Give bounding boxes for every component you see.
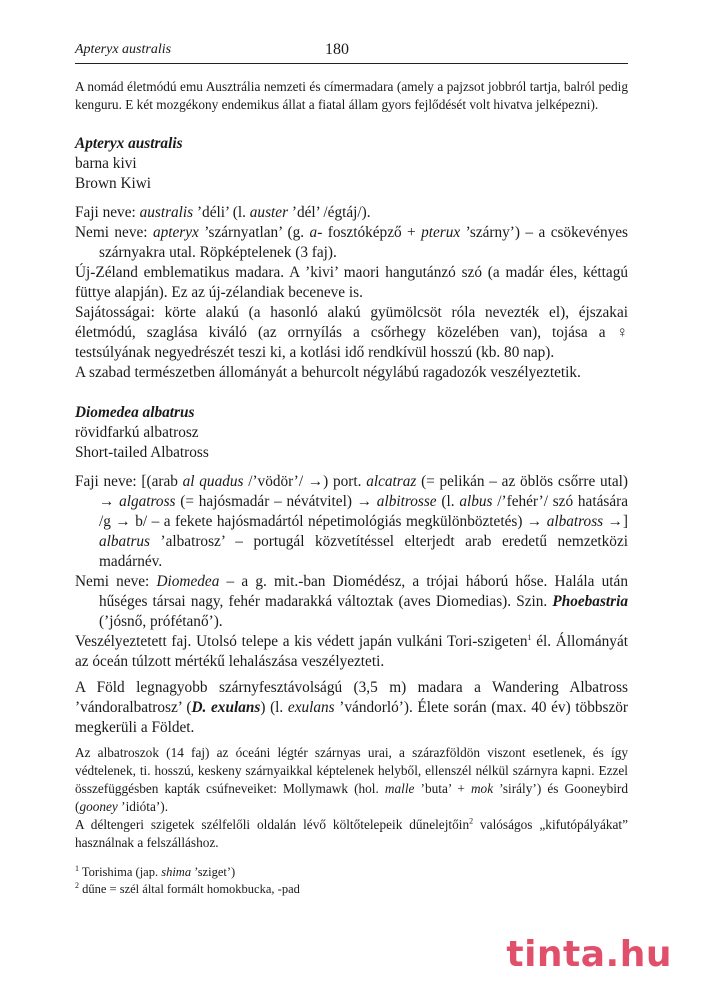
wandering-albatross-paragraph: A Föld legnagyobb szárnyfesztávolságú (3,5 m) madara a Wandering Albatross ’vándoralbatrosz’ (D. exulans) (l. exulans ’vándorló’). Élete során (max. 40 év) többször megkerüli a Földet. [75, 679, 628, 736]
footnote-2: $^2$ dűne = szél által formált homokbucka, -pad [75, 880, 300, 896]
running-header [75, 40, 628, 64]
hungarian-name: barna kivi [75, 155, 137, 172]
threat-paragraph: A szabad természetben állományát a behurcolt négylábú ragadozók veszélyeztetik. [75, 364, 581, 381]
hungarian-name: rövidfarkú albatrosz [75, 424, 199, 441]
intro-paragraph: A nomád életmódú emu Ausztrália nemzeti és címermadara (amely a pajzsot jobbról tartja, balról pedig kenguru. E két mozgékony endemikus állat a fiatal állam gyors fejlődését volt hivatva jelképezni). [75, 79, 628, 112]
entry-title: Diomedea albatrus [75, 404, 195, 421]
page-body [75, 78, 628, 898]
breeding-colony-note: A déltengeri szigetek szélfelőli oldalán lévő költőtelepeik dűnelejtőin$^2$ valóságos „kifutópályákat” használnak a felszálláshoz. [75, 816, 628, 850]
species-name-etymology: Faji neve: australis ’déli’ (l. auster ’dél’ /égtáj/). [75, 204, 371, 221]
threat-paragraph: Veszélyeztetett faj. Utolsó telepe a kis védett japán vulkáni Tori-szigeten$^1$ él. Állományát az óceán túlzott mértékű lehalászása veszélyezteti. [75, 632, 628, 670]
characteristics-paragraph: Sajátosságai: körte alakú (a hasonló alakú gyümölcsöt róla nevezték el), éjszakai életmódú, szaglása kiváló (az orrnyílás a csőrhegy közelében van), tojása a ♀ testsúlyának negyedrészét teszi ki, a kotlási idő rendkívül hosszú (kb. 80 nap). [75, 304, 628, 361]
watermark-logo: tinta.hu [506, 934, 672, 975]
footnote-1: $^1$ Torishima (jap. shima ’sziget’) [75, 863, 236, 879]
genus-name-etymology: Nemi neve: Diomedea – a g. mit.-ban Diomédész, a trójai háború hőse. Halála után hűséges társai nagy, fehér madarakká változtak (aves Diomedias). Szin. Phoebastria (’jósnő, prófétanő’). [75, 573, 628, 630]
genus-name-etymology: Nemi neve: apteryx ’szárnyatlan’ (g. a- fosztóképző + pterux ’szárny’) – a csökevényes szárnyakra utal. Röpképtelenek (3 faj). [75, 224, 629, 261]
header-title: Apteryx australis [75, 42, 172, 57]
entry-title: Apteryx australis [75, 135, 183, 152]
new-zealand-note: Új-Zéland emblematikus madara. A ’kivi’ maori hangutánzó szó (a madár éles, kéttagú füttye alapján). Ez az új-zélandiak beceneve is. [75, 264, 628, 301]
english-name: Brown Kiwi [75, 175, 152, 192]
page-number: 180 [325, 41, 349, 58]
header-rule [75, 63, 628, 64]
species-name-etymology: Faji neve: [(arab al quadus /’vödör’/ →) port. alcatraz (= pelikán – az öblös csőrre utal) → algatross (= hajósmadár – névátvitel) → albitrosse (l. albus /’fehér’/ szó hatására /g → b/ – a fekete hajósmadártól népetimológiás megkülönböztetés) → albatross →] albatrus ’albatrosz’ – portugál közvetítéssel elterjedt arab eredetű nemzetközi madárnév. [75, 473, 629, 570]
entry-diomedea-albatrus [75, 403, 628, 898]
entry-apteryx-australis [75, 134, 628, 383]
english-name: Short-tailed Albatross [75, 444, 209, 461]
albatross-note: Az albatroszok (14 faj) az óceáni légtér szárnyas urai, a szárazföldön viszont esetlenek, és így védtelenek, ti. hosszú, keskeny szárnyaikkal képtelenek helyből, ellenszél nélkül szárnyra kapni. Ezzel összefüggésben kapták csúfneveiket: Mollymawk (hol. malle ’buta’ + mok ’sirály’) és Gooneybird (gooney ’idióta’). [75, 745, 628, 814]
